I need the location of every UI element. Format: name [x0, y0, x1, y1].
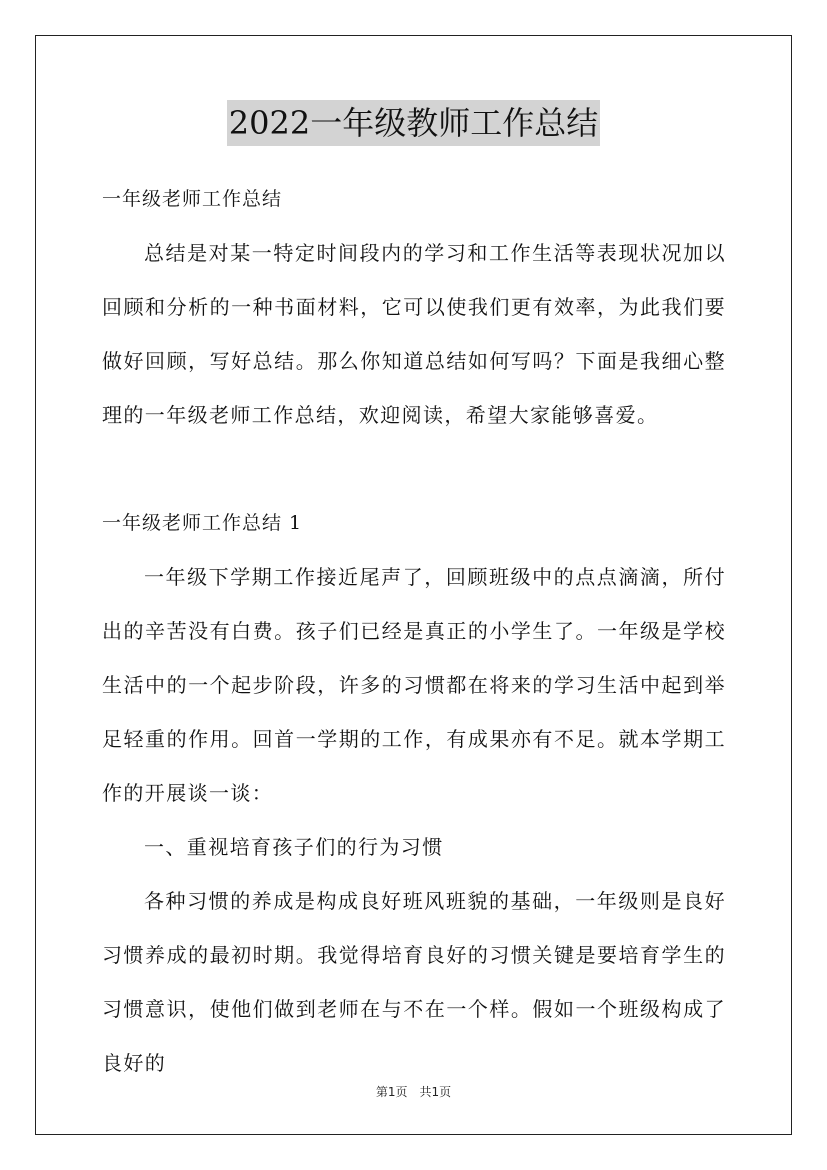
page-number-current: 第1页	[375, 1085, 408, 1099]
subsection-heading: 一、重视培育孩子们的行为习惯	[144, 835, 444, 859]
section-paragraph: 一年级下学期工作接近尾声了，回顾班级中的点点滴滴，所付出的辛苦没有白费。孩子们已经是真正的小学生了。一年级是学校生活中的一个起步阶段，许多的习惯都在将来的学习生活中起到举足轻重的作用。回首一学期的工作，有成果亦有不足。就本学期工作的开展谈一谈：	[102, 565, 726, 805]
intro-paragraph: 总结是对某一特定时间段内的学习和工作生活等表现状况加以回顾和分析的一种书面材料，它可以使我们更有效率，为此我们要做好回顾，写好总结。那么你知道总结如何写吗？下面是我细心整理的一年级老师工作总结，欢迎阅读，希望大家能够喜爱。	[102, 241, 726, 427]
blank-line	[102, 442, 726, 496]
section-paragraph: 各种习惯的养成是构成良好班风班貌的基础，一年级则是良好习惯养成的最初时期。我觉得培育良好的习惯关键是要培育学生的习惯意识，使他们做到老师在与不在一个样。假如一个班级构成了良好的	[102, 889, 726, 1075]
document-subtitle: 一年级老师工作总结	[102, 188, 283, 210]
title-container	[0, 100, 827, 146]
document-body	[102, 172, 726, 1090]
document-title: 2022一年级教师工作总结	[227, 100, 600, 146]
page-footer	[0, 1083, 827, 1100]
page-number-total: 共1页	[419, 1085, 452, 1099]
section-heading: 一年级老师工作总结 1	[102, 512, 303, 534]
